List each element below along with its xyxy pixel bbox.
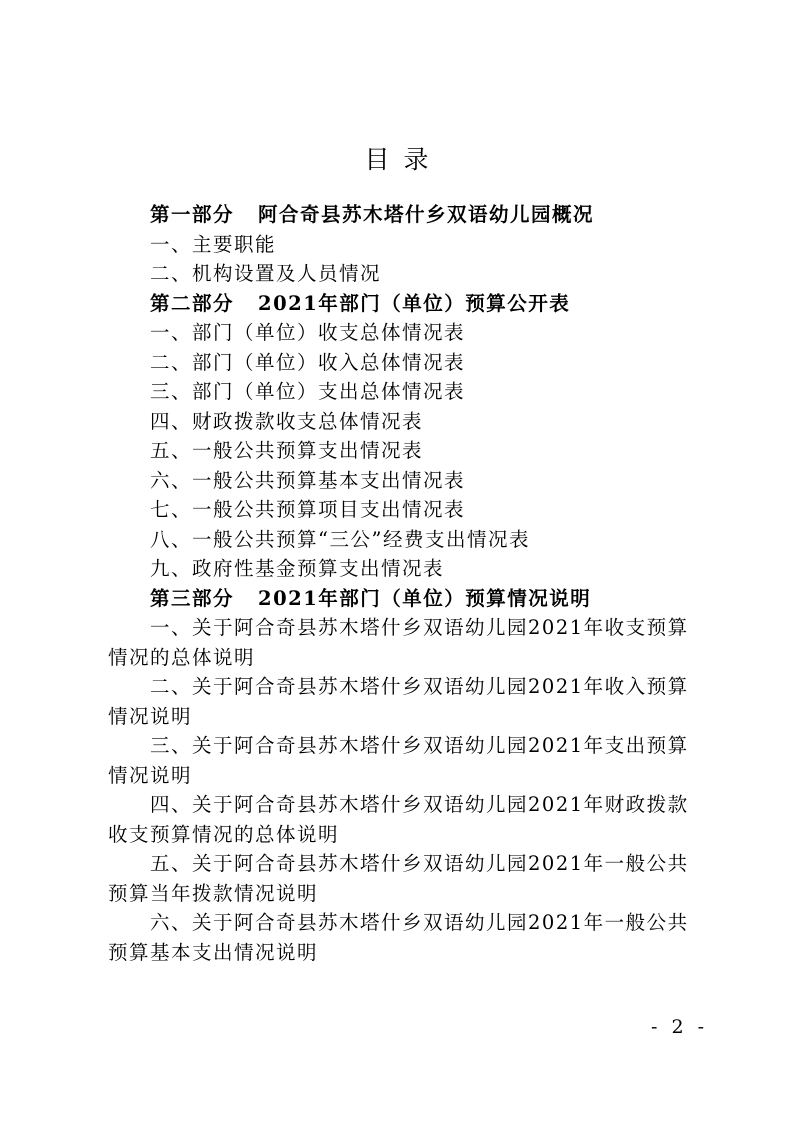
toc-item: 八、一般公共预算“三公”经费支出情况表 <box>150 527 530 551</box>
toc-item: 七、一般公共预算项目支出情况表 <box>150 498 466 521</box>
toc-part-3-label: 第三部分 <box>150 586 235 610</box>
toc-part-1-text: 阿合奇县苏木塔什乡双语幼儿园概况 <box>258 203 595 226</box>
toc-item: 六、一般公共预算基本支出情况表 <box>150 468 466 492</box>
page-number: - 2 - <box>651 1016 709 1038</box>
toc-item: 二、部门（单位）收入总体情况表 <box>150 350 466 374</box>
toc-part-2 <box>108 289 708 319</box>
toc-item-continued: 预算当年拨款情况说明 <box>108 881 319 905</box>
toc-item: 四、财政拨款收支总体情况表 <box>150 409 424 433</box>
toc-item: 六、关于阿合奇县苏木塔什乡双语幼儿园2021年一般公共 <box>150 911 689 934</box>
toc-item-continued: 情况的总体说明 <box>108 645 256 669</box>
toc-item: 二、机构设置及人员情况 <box>150 262 382 285</box>
toc-item: 九、政府性基金预算支出情况表 <box>150 557 445 580</box>
toc-part-1-label: 第一部分 <box>150 203 235 226</box>
toc-item: 五、一般公共预算支出情况表 <box>150 439 424 462</box>
toc-item: 三、部门（单位）支出总体情况表 <box>150 380 466 403</box>
toc-item: 二、关于阿合奇县苏木塔什乡双语幼儿园2021年收入预算 <box>150 675 689 698</box>
toc-part-3 <box>108 584 708 614</box>
toc-item: 一、主要职能 <box>150 232 277 256</box>
toc-item: 一、部门（单位）收支总体情况表 <box>150 321 466 344</box>
toc-item: 一、关于阿合奇县苏木塔什乡双语幼儿园2021年收支预算 <box>150 616 689 639</box>
toc-item-continued: 预算基本支出情况说明 <box>108 940 319 964</box>
toc-item-continued: 情况说明 <box>108 704 193 728</box>
toc-part-2-text: 2021年部门（单位）预算公开表 <box>258 291 571 315</box>
toc-part-3-text: 2021年部门（单位）预算情况说明 <box>258 586 592 610</box>
toc-part-2-label: 第二部分 <box>150 291 235 315</box>
toc-item-continued: 情况说明 <box>108 763 193 787</box>
page-title: 目录 <box>364 145 443 174</box>
toc-part-1 <box>108 200 708 230</box>
toc-item-continued: 收支预算情况的总体说明 <box>108 822 340 846</box>
table-of-contents <box>108 200 708 967</box>
toc-item: 三、关于阿合奇县苏木塔什乡双语幼儿园2021年支出预算 <box>150 734 689 757</box>
toc-item: 四、关于阿合奇县苏木塔什乡双语幼儿园2021年财政拨款 <box>150 793 689 816</box>
toc-item: 五、关于阿合奇县苏木塔什乡双语幼儿园2021年一般公共 <box>150 852 689 875</box>
